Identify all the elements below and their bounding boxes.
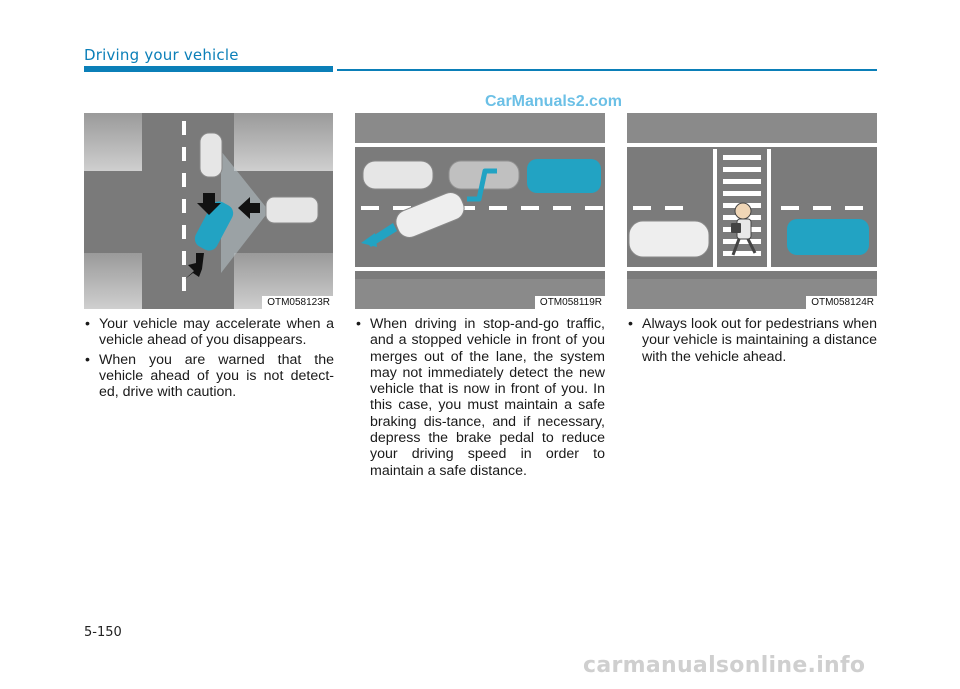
watermark-top: CarManuals2.com [485,93,622,110]
page-number: 5-150 [84,625,122,640]
figure-pedestrian [627,113,877,309]
header-rule-thick [84,66,333,72]
figure-cut-out [355,113,605,309]
figure-intersection [84,113,333,309]
lead-vehicle [200,133,222,177]
bullet-item: • Always look out for pedestrians when your vehicle is maintaining a distance with the vehicle ahead. [627,316,877,365]
bullet-item: • When driving in stop-and-go traffic, and a stopped vehicle in front of you merges out of the lane, the system may not immediately detect the new vehicle that is now in front of you. In this case, you must maintain a safe braking dis-tance, and if necessary, depress the brake pedal to reduce your driving speed in order to maintain a safe distance. [355,316,605,479]
lane-change-illustration [355,113,605,309]
vehicle-ahead [787,219,869,255]
own-vehicle [629,221,709,257]
intersection-illustration [84,113,333,309]
figure-code: OTM058123R [262,296,333,309]
own-vehicle [527,159,601,193]
column-1-text [84,316,334,403]
front-stopped-vehicle [363,161,433,189]
crossing-vehicle [266,197,318,223]
pedestrian-illustration [627,113,877,309]
figure-code: OTM058119R [535,296,605,309]
column-3-text [627,316,877,368]
section-title: Driving your vehicle [84,46,239,64]
header-rule-thin [337,69,877,71]
column-2-text [355,316,605,482]
figure-code: OTM058124R [806,296,877,309]
watermark-bottom: carmanualsonline.info [583,653,866,678]
bullet-item: • Your vehicle may accelerate when a vehicle ahead of you disappears. [84,316,334,349]
bullet-item: • When you are warned that the vehicle ahead of you is not detect-ed, drive with caution. [84,352,334,401]
